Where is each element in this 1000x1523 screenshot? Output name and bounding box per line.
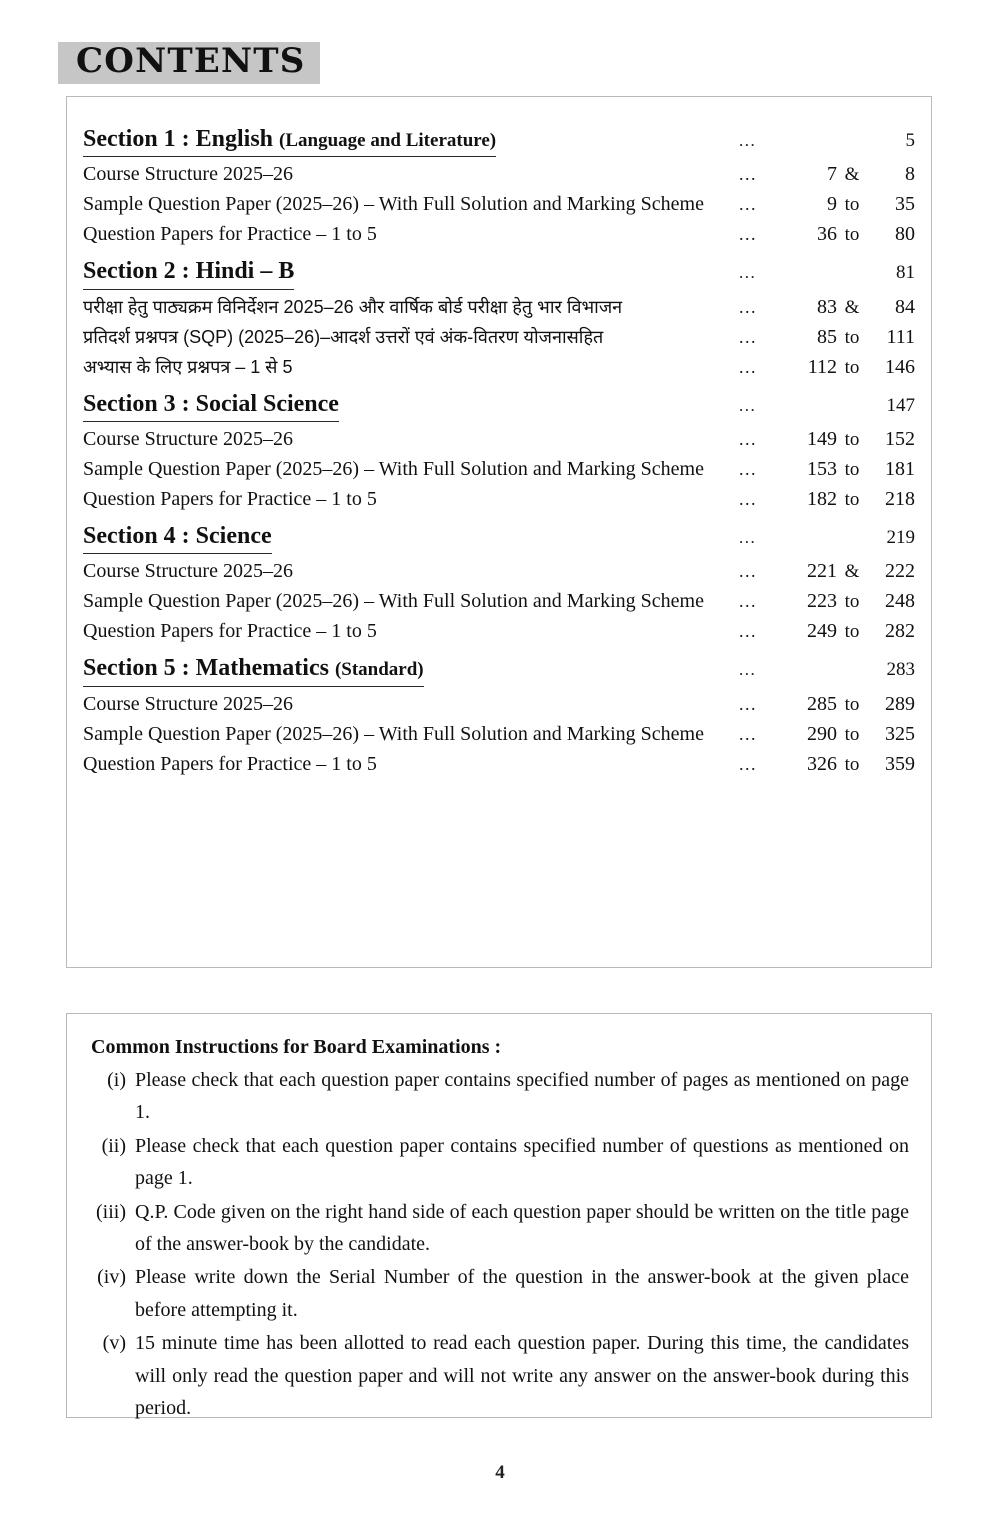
leader-dots: ... [739,693,757,714]
page-connector: to [844,194,860,216]
page-start: 221 [807,560,837,583]
toc-entry-row[interactable] [83,322,915,352]
page-start: 223 [807,590,837,613]
page-end: 222 [885,560,915,583]
page-start: 285 [807,692,837,715]
leader-dots: ... [739,723,757,744]
toc-section-title [83,257,294,289]
leader-dots: ... [739,591,757,612]
toc-section-title [83,522,272,554]
leader-dots: ... [739,458,757,479]
toc-entry-label: Sample Question Paper (2025–26) – With Full Solution and Marking Scheme [83,590,704,613]
toc-section-list [83,125,915,779]
page-end: 146 [885,355,915,378]
leader-dots: ... [739,131,757,150]
page-end: 283 [886,659,915,681]
leader-dots: ... [739,194,757,215]
toc-section-heading-row[interactable] [83,125,915,157]
page-connector: to [844,458,860,480]
toc-entry-row[interactable] [83,159,915,189]
page-connector: to [844,723,860,745]
toc-entry-label: Sample Question Paper (2025–26) – With Full Solution and Marking Scheme [83,193,704,216]
toc-entry-label: Course Structure 2025–26 [83,163,293,186]
page-end: 84 [895,295,915,318]
page-connector: & [844,164,860,186]
toc-entry-label: Question Papers for Practice – 1 to 5 [83,487,377,510]
leader-dots: ... [739,753,757,774]
instruction-item [87,1261,911,1326]
page-end: 81 [896,262,915,284]
toc-entry-label: अभ्यास के लिए प्रश्नपत्र – 1 से 5 [83,356,293,377]
toc-section [83,522,915,646]
page-end: 325 [885,722,915,745]
toc-section [83,125,915,249]
page-start: 326 [807,752,837,775]
page-end: 152 [885,427,915,450]
page-end: 282 [885,620,915,643]
page-end: 359 [885,752,915,775]
page-connector: to [844,326,860,348]
page-start: 83 [817,295,837,318]
toc-entry-label: Course Structure 2025–26 [83,427,293,450]
page-end: 5 [905,130,915,151]
toc-entry-row[interactable] [83,586,915,616]
page-start: 7 [827,163,837,186]
page-connector: to [844,693,860,715]
leader-dots: ... [739,326,757,347]
toc-entry-label: Question Papers for Practice – 1 to 5 [83,752,377,775]
page-end: 218 [885,487,915,510]
leader-dots: ... [739,488,757,509]
toc-entry-row[interactable] [83,424,915,454]
toc-entry-label: Course Structure 2025–26 [83,692,293,715]
toc-entry-row[interactable] [83,352,915,382]
instruction-marker: (ii) [101,1134,126,1157]
toc-entry-row[interactable] [83,749,915,779]
instruction-item [87,1064,911,1129]
toc-entry-row[interactable] [83,454,915,484]
page-connector: to [844,428,860,450]
page-connector: to [844,488,860,510]
leader-dots: ... [739,621,757,642]
common-instructions-panel [66,1013,932,1418]
instruction-item [87,1196,911,1261]
page-start: 153 [807,457,837,480]
page-start: 85 [817,325,837,348]
toc-entry-label: Course Structure 2025–26 [83,560,293,583]
toc-entry-label: Question Papers for Practice – 1 to 5 [83,620,377,643]
leader-dots: ... [739,428,757,449]
toc-entry-row[interactable] [83,484,915,514]
leader-dots: ... [739,561,757,582]
page-end: 248 [885,590,915,613]
instruction-marker: (i) [107,1069,126,1091]
page-connector: to [844,591,860,613]
toc-entry-row[interactable] [83,219,915,249]
toc-section-title-main: Section 5 : Mathematics [83,655,335,682]
toc-section-title-main: Section 2 : Hindi – B [83,258,295,285]
toc-entry-row[interactable] [83,616,915,646]
instruction-text: Please check that each question paper contains specified number of questions as mentioned on page 1. [135,1134,909,1190]
toc-entry-label: प्रतिदर्श प्रश्नपत्र (SQP) (2025–26)–आदर्श उत्तरों एवं अंक-वितरण योजनासहित [83,326,604,347]
toc-section-title [83,654,424,686]
leader-dots: ... [739,164,757,185]
page-connector: & [844,561,860,583]
toc-section-title-sub: (Standard) [334,659,424,681]
leader-dots: ... [739,224,757,245]
toc-entry-label: Sample Question Paper (2025–26) – With Full Solution and Marking Scheme [83,457,704,480]
instruction-text: Please write down the Serial Number of the question in the answer-book at the given place before attempting it. [135,1266,909,1321]
toc-section-title-main: Section 4 : Science [83,522,272,549]
toc-entry-row[interactable] [83,189,915,219]
toc-section-title [83,125,496,157]
leader-dots: ... [739,527,757,547]
page-start: 290 [807,722,837,745]
toc-entry-row[interactable] [83,719,915,749]
leader-dots: ... [739,660,757,680]
footer-page-number: 4 [495,1462,505,1483]
page-end: 111 [886,325,915,348]
page-end: 35 [895,193,915,216]
instruction-text: Q.P. Code given on the right hand side of each question paper should be written on the title page of the answer-book by the candidate. [135,1200,909,1255]
page-end: 219 [886,526,915,548]
leader-dots: ... [739,395,757,415]
instruction-item [87,1130,911,1195]
toc-section [83,654,915,778]
toc-entry-row[interactable] [83,556,915,586]
page-start: 249 [807,620,837,643]
page-title: CONTENTS [58,42,320,84]
instruction-item [87,1327,911,1424]
page-end: 8 [905,163,915,186]
page-end: 80 [895,223,915,246]
toc-entry-label: Sample Question Paper (2025–26) – With Full Solution and Marking Scheme [83,722,704,745]
instructions-list [87,1064,911,1424]
toc-section-heading-row[interactable] [83,390,915,422]
leader-dots: ... [739,263,757,283]
toc-section-heading-row[interactable] [83,522,915,554]
toc-section-heading-row[interactable] [83,654,915,686]
page-end: 289 [885,692,915,715]
page-connector: to [844,224,860,246]
toc-entry-row[interactable] [83,292,915,322]
toc-section-title-main: Section 1 : English [83,126,280,152]
toc-section-heading-row[interactable] [83,257,915,289]
page-connector: & [844,296,860,318]
toc-section-title-main: Section 3 : Social Science [83,390,339,417]
page-end: 181 [885,457,915,480]
page-connector: to [844,356,860,378]
page-end: 147 [886,394,915,416]
toc-section-title-sub: (Language and Literature) [279,130,497,151]
leader-dots: ... [739,356,757,377]
page-start: 182 [807,487,837,510]
instruction-marker: (v) [102,1332,126,1355]
page-start: 36 [817,223,837,246]
toc-entry-row[interactable] [83,689,915,719]
page-start: 9 [827,193,837,216]
page-start: 149 [807,427,837,450]
instruction-marker: (iii) [96,1200,126,1223]
toc-section [83,390,915,514]
instructions-title: Common Instructions for Board Examinations : [91,1036,502,1058]
leader-dots: ... [739,296,757,317]
page-start: 112 [807,355,837,378]
toc-section [83,257,915,381]
page-connector: to [844,753,860,775]
page-connector: to [844,621,860,643]
instruction-text: Please check that each question paper contains specified number of pages as mentioned on page 1. [135,1069,909,1124]
table-of-contents-panel [66,96,932,968]
toc-entry-label: परीक्षा हेतु पाठ्यक्रम विनिर्देशन 2025–26 और वार्षिक बोर्ड परीक्षा हेतु भार विभाजन [83,296,623,317]
instruction-text: 15 minute time has been allotted to read each question paper. During this time, the candidates will only read the question paper and will not write any answer on the answer-book during this period. [135,1332,909,1419]
toc-entry-label: Question Papers for Practice – 1 to 5 [83,223,377,246]
instruction-marker: (iv) [97,1266,126,1289]
toc-section-title [83,390,339,422]
